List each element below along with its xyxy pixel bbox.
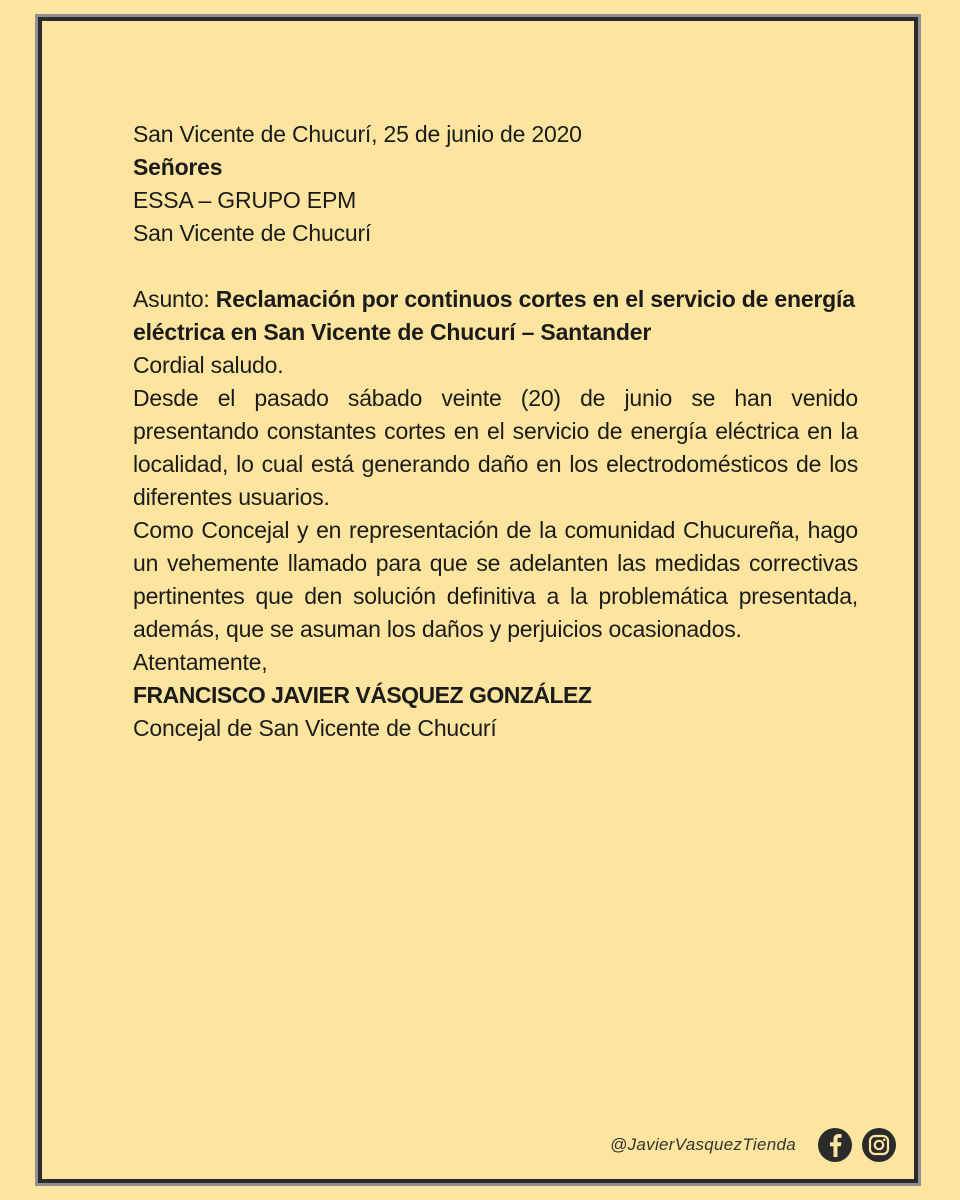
- signer-title: Concejal de San Vicente de Chucurí: [133, 715, 497, 741]
- body-paragraph-2: Como Concejal y en representación de la comunidad Chucureña, hago un vehemente llamado para que se adelanten las medidas correctivas pertinentes que den solución definitiva a la problemática presentada, además, que se asuman los daños y perjuicios ocasionados.: [133, 517, 858, 642]
- subject-text: Reclamación por continuos cortes en el servicio de energía eléctrica en San Vicente de Chucurí – Santander: [133, 286, 855, 345]
- social-handle[interactable]: @JavierVasquezTienda: [610, 1135, 796, 1154]
- facebook-icon[interactable]: [818, 1128, 852, 1162]
- social-footer: [610, 1128, 896, 1162]
- addressee-city: San Vicente de Chucurí: [133, 220, 372, 246]
- closing: Atentamente,: [133, 649, 268, 675]
- letter-date: San Vicente de Chucurí, 25 de junio de 2020: [133, 121, 582, 147]
- addressee-company: ESSA – GRUPO EPM: [133, 187, 357, 213]
- letter-body: [133, 118, 858, 745]
- instagram-icon[interactable]: [862, 1128, 896, 1162]
- signer-name: FRANCISCO JAVIER VÁSQUEZ GONZÁLEZ: [133, 682, 592, 708]
- subject-line: [133, 283, 858, 349]
- greeting: Cordial saludo.: [133, 352, 284, 378]
- subject-label: Asunto:: [133, 286, 216, 312]
- addressee-block: [133, 151, 858, 250]
- addressee-salutation: Señores: [133, 154, 223, 180]
- body-paragraph-1: Desde el pasado sábado veinte (20) de junio se han venido presentando constantes cortes en el servicio de energía eléctrica en la localidad, lo cual está generando daño en los electrodomésticos de los diferentes usuarios.: [133, 385, 858, 510]
